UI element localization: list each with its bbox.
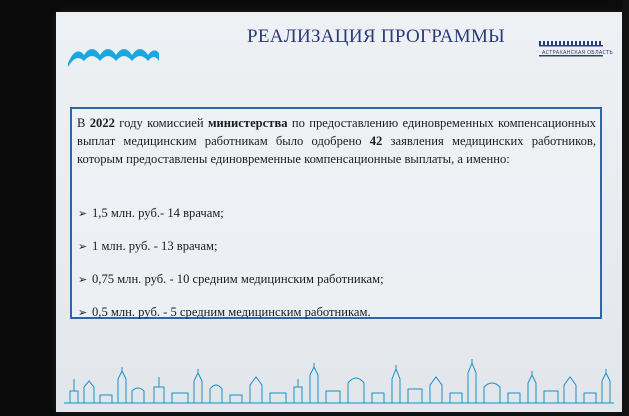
arrow-bullet-icon: ➢ xyxy=(78,240,88,253)
list-item-text: 0,75 млн. руб. - 10 средним медицинским работникам; xyxy=(92,272,384,286)
intro-text: заявления медицинских работников, которым предоставлены единовременные компенсационные выплаты, а именно: xyxy=(77,134,596,167)
arrow-bullet-icon: ➢ xyxy=(78,306,88,319)
intro-paragraph xyxy=(77,114,596,169)
presentation-slide xyxy=(56,12,622,412)
screen-edge xyxy=(622,0,629,416)
city-skyline-icon xyxy=(64,357,614,407)
intro-text: году комиссией xyxy=(114,116,208,130)
list-item xyxy=(78,272,384,287)
list-item-text: 1 млн. руб. - 13 врачам; xyxy=(92,239,218,253)
list-item xyxy=(78,305,371,320)
list-item-text: 0,5 млн. руб. - 5 средним медицинским работникам. xyxy=(92,305,371,319)
intro-ministry: министерства xyxy=(207,116,288,130)
slide-title: РЕАЛИЗАЦИЯ ПРОГРАММЫ xyxy=(246,26,506,47)
waves-logo-icon xyxy=(66,39,161,69)
list-item xyxy=(78,239,218,254)
intro-year: 2022 xyxy=(89,116,115,130)
arrow-bullet-icon: ➢ xyxy=(78,273,88,286)
intro-text: по предоставлению единовременных компенсационных выплат медицинским работникам было одобрено xyxy=(77,116,596,149)
list-item-text: 1,5 млн. руб.- 14 врачам; xyxy=(92,206,224,220)
intro-text: В xyxy=(77,116,90,130)
arrow-bullet-icon: ➢ xyxy=(78,207,88,220)
region-label: АСТРАХАНСКАЯ ОБЛАСТЬ xyxy=(542,50,614,56)
list-item xyxy=(78,206,224,221)
intro-count: 42 xyxy=(369,134,383,149)
content-panel xyxy=(70,107,602,319)
